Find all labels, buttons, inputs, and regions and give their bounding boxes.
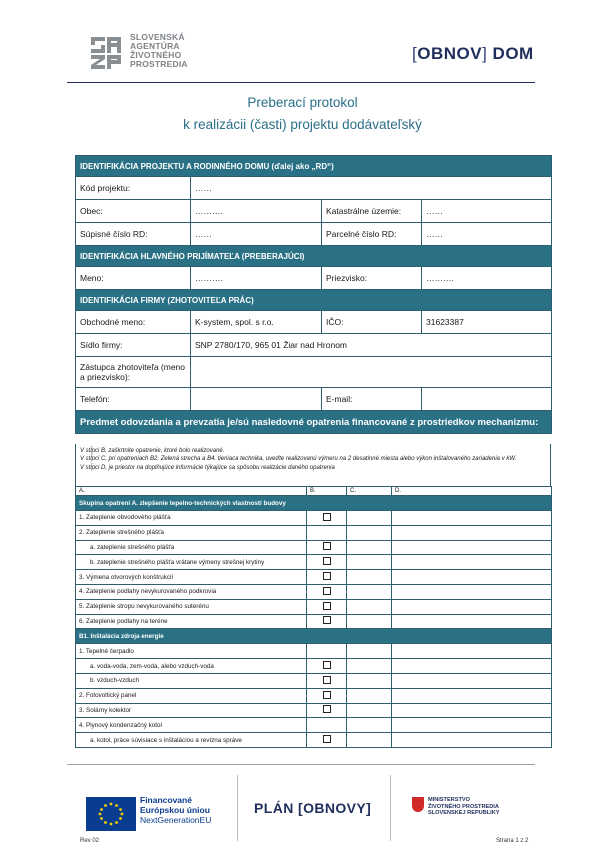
table-row: 2. Fotovoltický panel (76, 688, 552, 703)
table-row: 1. Tepelné čerpadlo (76, 644, 552, 659)
table-row: 6. Zateplenie podlahy na teréne (76, 614, 552, 629)
field-municipality[interactable]: ………. (191, 200, 322, 223)
value-cell[interactable] (347, 511, 392, 526)
note-cell[interactable] (392, 733, 552, 748)
label-contractor-rep: Zástupca zhotoviteľa (meno a priezvisko): (76, 357, 191, 388)
instructions-block (75, 444, 551, 486)
note-cell[interactable] (392, 688, 552, 703)
measure-checkbox[interactable] (323, 572, 331, 580)
column-letters-row (76, 487, 552, 496)
field-first-name[interactable]: ………. (191, 267, 322, 290)
field-company-name[interactable]: K-system, spol. s r.o. (191, 311, 322, 334)
agency-name: SLOVENSKÁ AGENTÚRA ŽIVOTNÉHO PROSTREDIA (130, 32, 188, 69)
table-row: b. zateplenie strešného plášťa vrátane výmeny strešnej krytiny (76, 555, 552, 570)
table-row: 3. Výmena otvorových konštrukcií (76, 570, 552, 585)
value-cell[interactable] (347, 584, 392, 599)
row-contact (76, 388, 552, 411)
row-company-seat (76, 334, 552, 357)
measure-checkbox[interactable] (323, 676, 331, 684)
field-contractor-rep[interactable] (191, 357, 552, 388)
table-row: a. zateplenie strešného plášťa (76, 540, 552, 555)
label-register-number: Súpisné číslo RD: (76, 223, 191, 246)
note-cell[interactable] (392, 584, 552, 599)
label-company-seat: Sídlo firmy: (76, 334, 191, 357)
value-cell[interactable] (347, 570, 392, 585)
section-recipient-header: IDENTIFIKÁCIA HLAVNÉHO PRIJÍMATEĽA (PREBERAJÚCI) (76, 246, 552, 267)
eu-funding-label: Financované Európskou úniou NextGenerationEU (140, 795, 212, 825)
measure-checkbox[interactable] (323, 661, 331, 669)
note-cell[interactable] (392, 599, 552, 614)
footer-divider (67, 764, 535, 765)
row-contractor-rep (76, 357, 552, 388)
row-house-numbers (76, 223, 552, 246)
measure-checkbox[interactable] (323, 616, 331, 624)
table-row: 3. Solárny kolektor (76, 703, 552, 718)
value-cell[interactable] (347, 540, 392, 555)
document-subtitle: k realizácii (časti) projektu dodávateľský (183, 117, 422, 132)
note-cell[interactable] (392, 540, 552, 555)
measure-checkbox[interactable] (323, 691, 331, 699)
label-project-code: Kód projektu: (76, 177, 191, 200)
footer-separator (390, 775, 391, 841)
measure-checkbox[interactable] (323, 705, 331, 713)
field-cadastral-area[interactable]: …… (422, 200, 552, 223)
table-row: a. kotol, práce súvisiace s inštaláciou a revízna správe (76, 733, 552, 748)
table-row: 4. Plynový kondenzačný kotol (76, 718, 552, 733)
field-register-number[interactable]: …… (191, 223, 322, 246)
measure-checkbox[interactable] (323, 587, 331, 595)
row-company-name (76, 311, 552, 334)
page-number: Strana 1 z 2 (496, 838, 529, 844)
section-project-header: IDENTIFIKÁCIA PROJEKTU A RODINNÉHO DOMU (ďalej ako „RD“) (76, 156, 552, 177)
header-divider (67, 82, 535, 83)
table-row: 1. Zateplenie obvodového plášťa (76, 511, 552, 526)
field-company-seat[interactable]: SNP 2780/170, 965 01 Žiar nad Hronom (191, 334, 552, 357)
field-ico[interactable]: 31623387 (422, 311, 552, 334)
group-b1-header: B1. Inštalácia zdroja energie (76, 629, 552, 644)
column-c-header: C. (347, 487, 392, 496)
value-cell[interactable] (347, 703, 392, 718)
instruction-d: V stĺpci D, je priestor na doplňujúce informácie týkajúce sa spôsobu realizácie daného opatrenia (80, 464, 335, 471)
column-a-header: A. (76, 487, 307, 496)
column-b-header: B. (307, 487, 347, 496)
row-recipient-name (76, 267, 552, 290)
label-surname: Priezvisko: (322, 267, 422, 290)
field-project-code[interactable]: …… (191, 177, 552, 200)
table-row: 4. Zateplenie podlahy nevykurovaného podkrovia (76, 584, 552, 599)
document-title: Preberací protokol (247, 95, 358, 110)
note-cell[interactable] (392, 511, 552, 526)
field-email[interactable] (422, 388, 552, 411)
note-cell[interactable] (392, 555, 552, 570)
sazp-logo-icon (87, 31, 125, 71)
slovak-coat-of-arms-icon (412, 797, 424, 812)
revision-label: Rev 02 (80, 838, 100, 844)
ministry-label: MINISTERSTVO ŽIVOTNÉHO PROSTREDIA SLOVENSKEJ REPUBLIKY (428, 797, 500, 816)
field-phone[interactable] (191, 388, 322, 411)
measure-checkbox[interactable] (323, 602, 331, 610)
value-cell[interactable] (347, 599, 392, 614)
label-ico: IČO: (322, 311, 422, 334)
value-cell[interactable] (347, 555, 392, 570)
table-row: 5. Zateplenie stropu nevykurovaného suterénu (76, 599, 552, 614)
plan-obnovy-logo: PLÁN [OBNOVY] (254, 800, 372, 816)
field-surname[interactable]: ………. (422, 267, 552, 290)
label-municipality: Obec: (76, 200, 191, 223)
value-cell[interactable] (347, 659, 392, 674)
table-row: 2. Zateplenie strešného plášťa (76, 525, 552, 540)
obnov-dom-logo: [OBNOV] DOM (412, 44, 534, 63)
table-row: b. vzduch-vzduch (76, 673, 552, 688)
value-cell[interactable] (347, 688, 392, 703)
label-cadastral-area: Katastrálne územie: (322, 200, 422, 223)
value-cell[interactable] (347, 733, 392, 748)
value-cell[interactable] (347, 673, 392, 688)
measure-checkbox[interactable] (323, 557, 331, 565)
instruction-c: V stĺpci C, pri opatreniach B2. Zelená strecha a B4. tieniaca technika, uveďte realizovanú výmeru na 2 desatinné miesta alebo výkon inštalovaného zariadenia v kW. (80, 456, 517, 463)
eu-flag-icon (86, 797, 136, 831)
measure-checkbox[interactable] (323, 735, 331, 743)
group-a-header: Skupina opatrení A. zlepšenie tepelno-technických vlastností budovy (76, 496, 552, 511)
label-company-name: Obchodné meno: (76, 311, 191, 334)
value-cell[interactable] (347, 614, 392, 629)
label-email: E-mail: (322, 388, 422, 411)
section-subject-header: Predmet odovzdania a prevzatia je/sú nasledovné opatrenia financované z prostriedkov mechanizmu: (76, 411, 552, 434)
measure-checkbox[interactable] (323, 513, 331, 521)
field-parcel-number[interactable]: …… (422, 223, 552, 246)
note-cell[interactable] (392, 570, 552, 585)
label-parcel-number: Parcelné číslo RD: (322, 223, 422, 246)
note-cell[interactable] (392, 659, 552, 674)
note-cell[interactable] (392, 673, 552, 688)
footer-separator (237, 775, 238, 841)
note-cell[interactable] (392, 614, 552, 629)
measure-checkbox[interactable] (323, 542, 331, 550)
table-row: a. voda-voda, zem-voda, alebo vzduch-voda (76, 659, 552, 674)
measures-table (75, 486, 552, 748)
row-municipality (76, 200, 552, 223)
label-phone: Telefón: (76, 388, 191, 411)
label-first-name: Meno: (76, 267, 191, 290)
note-cell[interactable] (392, 703, 552, 718)
column-d-header: D. (392, 487, 552, 496)
section-company-header: IDENTIFIKÁCIA FIRMY (ZHOTOVITEĽA PRÁC) (76, 290, 552, 311)
identification-table (75, 155, 552, 434)
instruction-b: V stĺpci B, zaškrtnite opatrenie, ktoré bolo realizované. (80, 448, 225, 454)
row-project-code (76, 177, 552, 200)
